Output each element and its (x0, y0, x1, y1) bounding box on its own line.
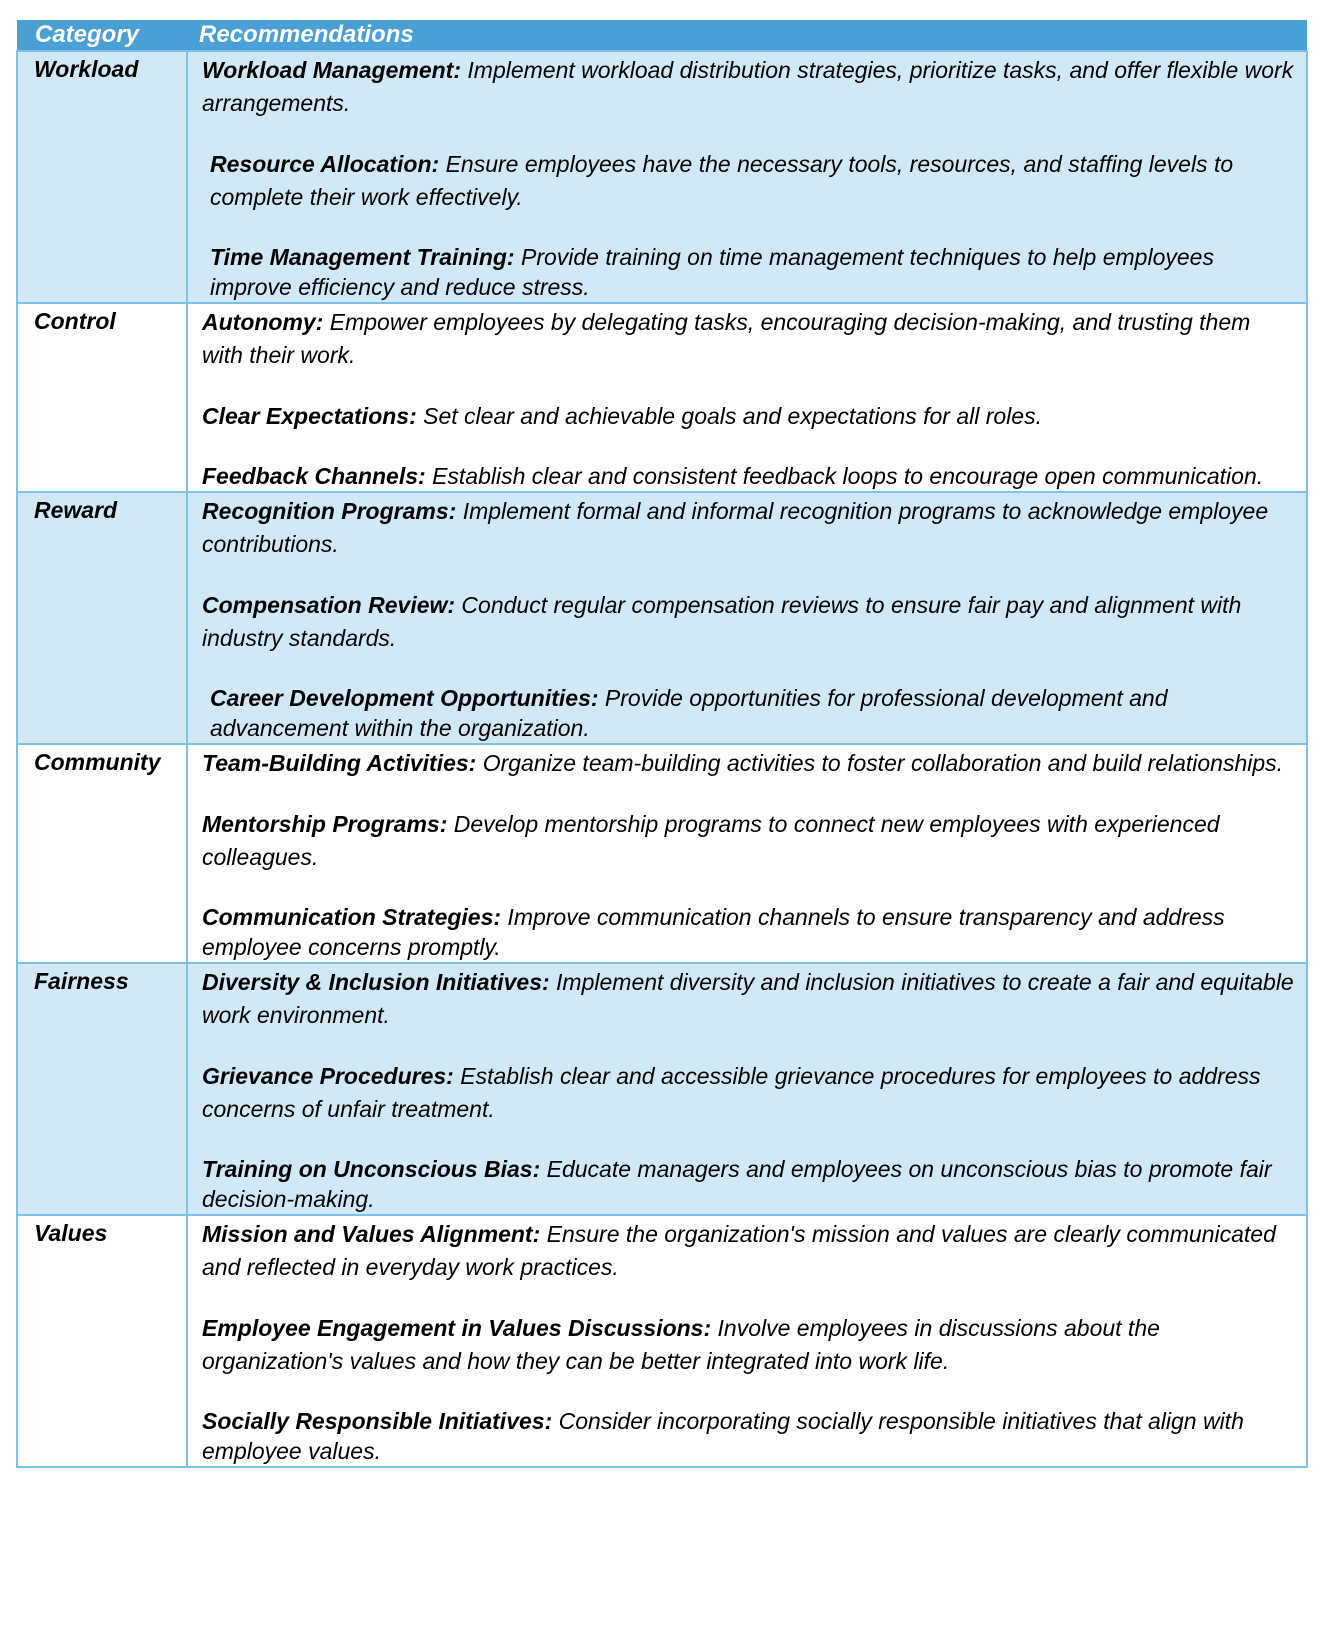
recommendation-text: Set clear and achievable goals and expectations for all roles. (416, 403, 1042, 429)
recommendation-text: Implement formal and informal recognition programs to acknowledge employee contributions. (202, 498, 1269, 557)
recommendation-item (202, 461, 1296, 491)
recommendation-text: Empower employees by delegating tasks, encouraging decision-making, and trusting them with their work. (202, 309, 1251, 368)
recommendation-item (202, 54, 1296, 120)
recommendations-cell (187, 744, 1307, 963)
recommendation-item (202, 683, 1296, 743)
recommendation-title: Recognition Programs: (202, 498, 457, 524)
recommendation-title: Feedback Channels: (202, 463, 426, 489)
header-recommendations: Recommendations (187, 20, 1307, 51)
recommendation-text: Establish clear and accessible grievance procedures for employees to address concerns of unfair treatment. (202, 1063, 1261, 1122)
recommendation-item (202, 306, 1296, 372)
recommendations-cell (187, 51, 1307, 303)
category-cell: Fairness (17, 963, 187, 1215)
recommendations-cell (187, 1215, 1307, 1467)
recommendation-item (202, 1406, 1296, 1466)
recommendation-item (202, 808, 1296, 874)
recommendation-item (202, 242, 1296, 302)
recommendation-item (202, 400, 1296, 433)
recommendation-text: Provide opportunities for professional development and advancement within the organization. (210, 685, 1168, 741)
recommendation-item (202, 902, 1296, 962)
table-row-fairness (17, 963, 1307, 1215)
table-row-reward (17, 492, 1307, 744)
recommendation-title: Diversity & Inclusion Initiatives: (202, 969, 550, 995)
recommendation-title: Compensation Review: (202, 592, 456, 618)
recommendation-title: Training on Unconscious Bias: (202, 1156, 541, 1182)
recommendation-item (202, 1060, 1296, 1126)
recommendation-text: Develop mentorship programs to connect new employees with experienced colleagues. (202, 811, 1220, 870)
category-cell: Reward (17, 492, 187, 744)
recommendation-title: Autonomy: (202, 309, 324, 335)
recommendation-text: Involve employees in discussions about the organization's values and how they can be better integrated into work life. (202, 1315, 1160, 1374)
recommendation-text: Organize team-building activities to foster collaboration and build relationships. (476, 750, 1284, 776)
recommendation-title: Mentorship Programs: (202, 811, 448, 837)
table-header-row (17, 20, 1307, 51)
recommendation-item (202, 148, 1296, 214)
table-row-control (17, 303, 1307, 492)
recommendation-title: Communication Strategies: (202, 904, 502, 930)
recommendation-title: Career Development Opportunities: (210, 685, 599, 711)
category-cell: Community (17, 744, 187, 963)
recommendation-title: Team-Building Activities: (202, 750, 477, 776)
category-cell: Values (17, 1215, 187, 1467)
recommendation-title: Resource Allocation: (210, 151, 440, 177)
recommendation-text: Establish clear and consistent feedback loops to encourage open communication. (425, 463, 1264, 489)
recommendation-text: Provide training on time management techniques to help employees improve efficiency and reduce stress. (210, 244, 1214, 300)
recommendation-item (202, 1312, 1296, 1378)
header-category: Category (17, 20, 187, 51)
recommendation-title: Socially Responsible Initiatives: (202, 1408, 553, 1434)
recommendation-title: Employee Engagement in Values Discussions: (202, 1315, 712, 1341)
recommendation-text: Improve communication channels to ensure transparency and address employee concerns promptly. (202, 904, 1225, 960)
recommendations-table-wrapper (16, 20, 1306, 1468)
category-cell: Workload (17, 51, 187, 303)
recommendation-text: Conduct regular compensation reviews to ensure fair pay and alignment with industry standards. (202, 592, 1242, 651)
category-cell: Control (17, 303, 187, 492)
recommendation-title: Workload Management: (202, 57, 461, 83)
recommendation-text: Implement workload distribution strategies, prioritize tasks, and offer flexible work arrangements. (202, 57, 1294, 116)
recommendation-text: Educate managers and employees on unconscious bias to promote fair decision-making. (202, 1156, 1272, 1212)
recommendations-table (16, 20, 1308, 1468)
recommendation-text: Implement diversity and inclusion initiatives to create a fair and equitable work environment. (202, 969, 1294, 1028)
recommendation-text: Consider incorporating socially responsible initiatives that align with employee values. (202, 1408, 1244, 1464)
recommendation-title: Time Management Training: (210, 244, 515, 270)
table-row-community (17, 744, 1307, 963)
recommendation-item (202, 1218, 1296, 1284)
recommendation-text: Ensure the organization's mission and values are clearly communicated and reflected in everyday work practices. (202, 1221, 1276, 1280)
recommendation-title: Clear Expectations: (202, 403, 417, 429)
recommendation-item (202, 495, 1296, 561)
recommendation-item (202, 747, 1296, 780)
recommendations-cell (187, 303, 1307, 492)
recommendations-cell (187, 963, 1307, 1215)
recommendation-item (202, 966, 1296, 1032)
recommendation-text: Ensure employees have the necessary tools, resources, and staffing levels to complete their work effectively. (210, 151, 1234, 210)
recommendation-item (202, 589, 1296, 655)
recommendation-title: Grievance Procedures: (202, 1063, 454, 1089)
table-row-workload (17, 51, 1307, 303)
recommendations-cell (187, 492, 1307, 744)
table-row-values (17, 1215, 1307, 1467)
recommendation-title: Mission and Values Alignment: (202, 1221, 541, 1247)
recommendation-item (202, 1154, 1296, 1214)
